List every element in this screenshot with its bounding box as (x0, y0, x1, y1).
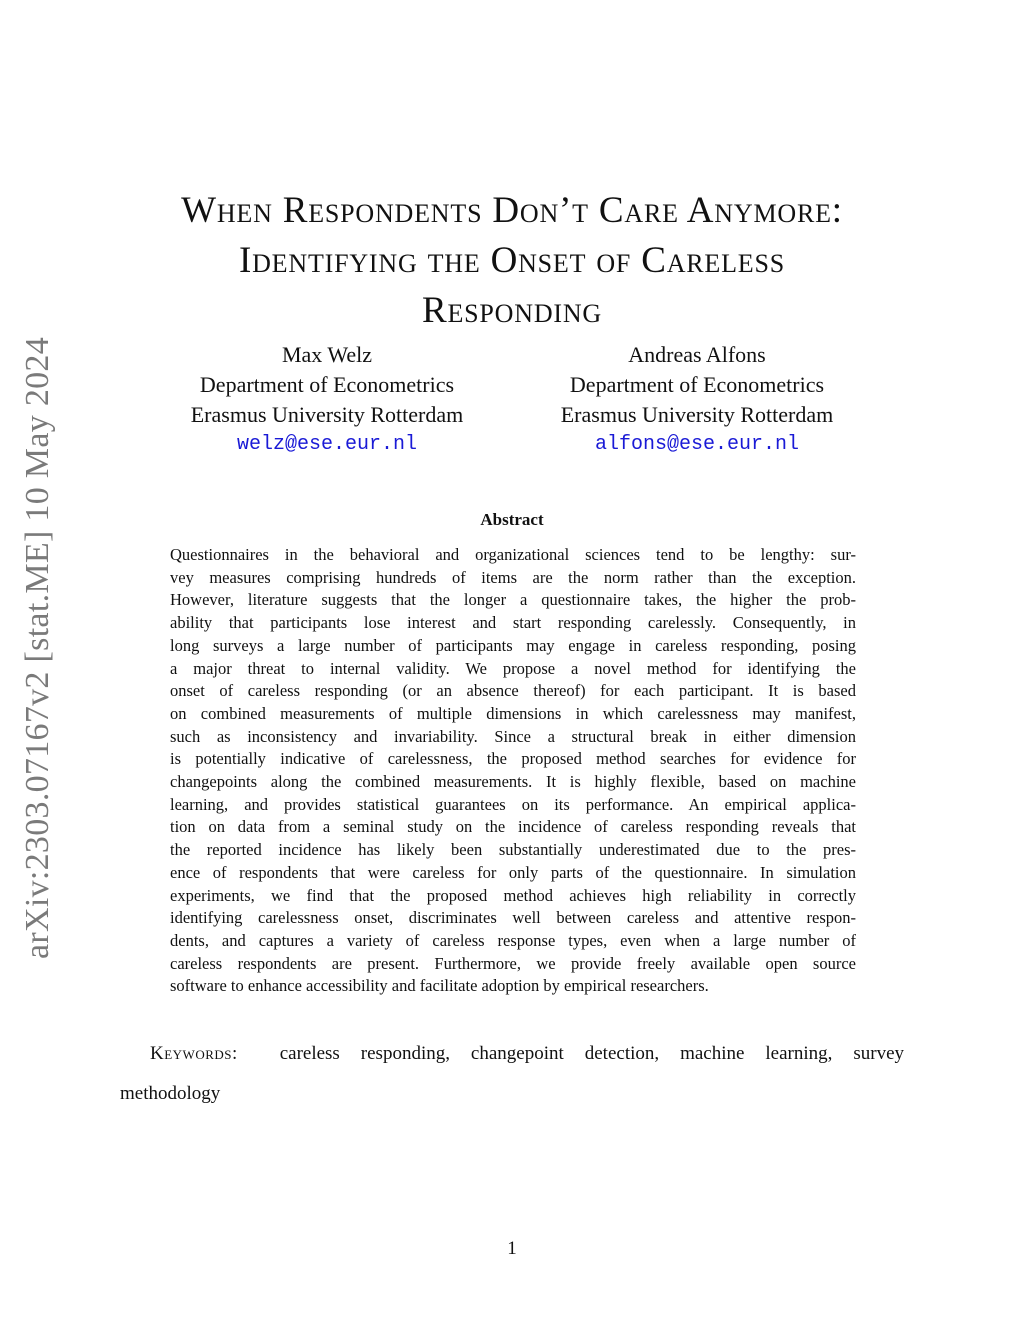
abstract-line: long surveys a large number of participants may engage in careless responding, posing (170, 635, 856, 655)
keywords-label: Keywords: (150, 1043, 238, 1064)
abstract-line: software to enhance accessibility and facilitate adoption by empirical researchers. (170, 976, 709, 996)
abstract-line: dents, and captures a variety of careless response types, even when a large number of (170, 930, 856, 950)
author-email-link[interactable]: alfons@ese.eur.nl (594, 433, 800, 456)
arxiv-identifier: arXiv:2303.07167v2 [stat.ME] 10 May 2024 (19, 336, 56, 960)
page-number: 1 (507, 1238, 517, 1259)
abstract-body (170, 544, 856, 998)
abstract-line: identifying carelessness onset, discriminates well between careless and attentive respon- (170, 908, 856, 928)
abstract-line: careless respondents are present. Furthermore, we provide freely available open source (170, 953, 856, 973)
author-name: Max Welz (281, 342, 373, 367)
abstract-heading: Abstract (480, 510, 544, 529)
keywords-section (120, 1034, 904, 1114)
abstract-line: tion on data from a seminal study on the incidence of careless responding reveals that (170, 817, 856, 837)
abstract-line: such as inconsistency and invariability. Since a structural break in either dimension (170, 726, 856, 746)
author-block (157, 340, 497, 460)
author-institution: Erasmus University Rotterdam (190, 402, 464, 427)
author-department: Department of Econometrics (569, 372, 825, 397)
author-department: Department of Econometrics (199, 372, 455, 397)
title-line: Responding (421, 290, 603, 331)
author-block (527, 340, 867, 460)
keywords-text-continued: methodology (120, 1083, 221, 1104)
abstract-line: Questionnaires in the behavioral and organizational sciences tend to be lengthy: sur- (170, 545, 856, 564)
abstract-line: changepoints along the combined measurements. It is highly flexible, based on machine (170, 772, 856, 792)
abstract-line: However, literature suggests that the longer a questionnaire takes, the higher the prob- (170, 590, 856, 610)
abstract-line: experiments, we find that the proposed method achieves high reliability in correctly (170, 885, 856, 905)
abstract-line: the reported incidence has likely been substantially underestimated due to the pres- (170, 840, 856, 860)
abstract-line: ability that participants lose interest and start responding carelessly. Consequently, in (170, 613, 856, 633)
author-email-link[interactable]: welz@ese.eur.nl (236, 433, 418, 456)
abstract-line: ence of respondents that were careless for only parts of the questionnaire. In simulation (170, 862, 856, 882)
title-line: When Respondents Don’t Care Anymore: (181, 190, 843, 231)
author-institution: Erasmus University Rotterdam (560, 402, 834, 427)
abstract-line: is potentially indicative of carelessness, the proposed method searches for evidence for (170, 749, 856, 769)
keywords-text: careless responding, changepoint detection, machine learning, survey (279, 1043, 904, 1064)
keywords-line (120, 1034, 904, 1074)
abstract-line: onset of careless responding (or an absence thereof) for each participant. It is based (170, 681, 856, 701)
abstract-line: learning, and provides statistical guarantees on its performance. An empirical applica- (170, 794, 856, 814)
title-line: Identifying the Onset of Careless (238, 240, 785, 281)
abstract-line: a major threat to internal validity. We propose a novel method for identifying the (170, 658, 856, 678)
abstract-line: on combined measurements of multiple dimensions in which carelessness may manifest, (170, 703, 856, 723)
paper-title (110, 186, 914, 336)
abstract-line: vey measures comprising hundreds of items are the norm rather than the exception. (170, 567, 856, 587)
author-name: Andreas Alfons (628, 342, 766, 367)
